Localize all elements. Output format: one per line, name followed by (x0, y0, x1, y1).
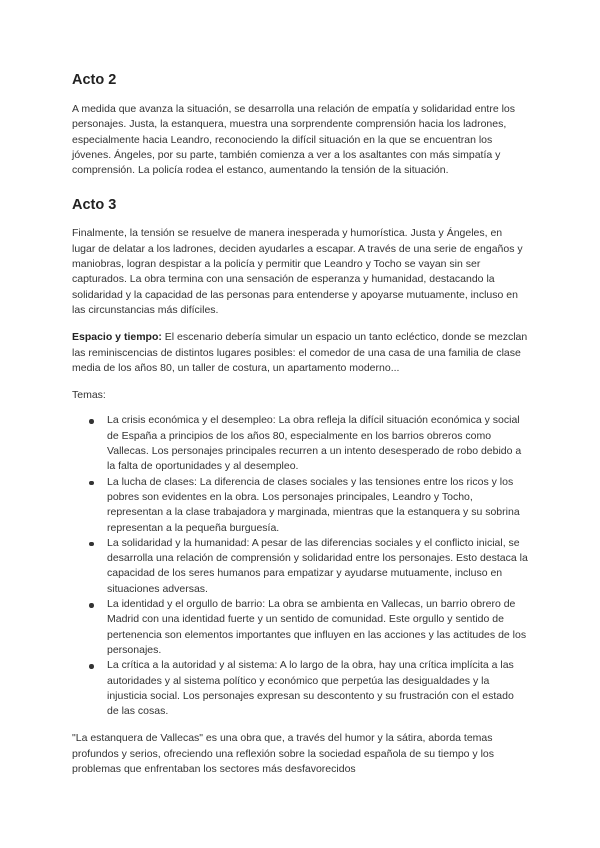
list-item-text: La lucha de clases: La diferencia de clases sociales y las tensiones entre los ricos y los pobres son evidentes en la obra. Los personajes principales, Leandro y Tocho, representan a la clase trabajadora y marginada, mientras que la estanquera y su sobrina representan a la pequeña burguesía. (107, 475, 520, 534)
act2-heading: Acto 2 (72, 72, 117, 88)
espacio-tiempo-text: El escenario debería simular un espacio un tanto ecléctico, donde se mezclan las reminiscencias de distintos lugares posibles: el comedor de una casa de una familia de clase media de los años 80, un taller de costura, un apartamento moderno... (72, 331, 528, 374)
closing-paragraph: "La estanquera de Vallecas" es una obra que, a través del humor y la sátira, aborda temas profundos y serios, ofreciendo una reflexión sobre la sociedad española de su tiempo y los problemas que enfrentaban los sectores más desfavorecidos (72, 732, 495, 775)
bullet-icon (89, 542, 94, 547)
bullet-icon (89, 603, 94, 608)
list-item (72, 475, 528, 536)
list-item-text: La solidaridad y la humanidad: A pesar de las diferencias sociales y el conflicto inicial, se desarrolla una relación de comprensión y solidaridad entre los personajes. Esto destaca la capacidad de los seres humanos para empatizar y ayudarse mutuamente, incluso en situaciones adversas. (107, 536, 528, 595)
temas-label: Temas: (72, 389, 106, 402)
bullet-icon (89, 419, 94, 424)
act3-heading: Acto 3 (72, 197, 117, 214)
list-item-text: La identidad y el orgullo de barrio: La obra se ambienta en Vallecas, un barrio obrero de Madrid con una identidad fuerte y un sentido de comunidad. Este orgullo y sentido de pertenencia son elementos importantes que influyen en las acciones y las actitudes de los personajes. (107, 598, 527, 656)
list-item-text: La crítica a la autoridad y al sistema: A lo largo de la obra, hay una crítica implícita a las autoridades y al sistema político y económico que perpetúa las desigualdades y la injusticia social. Los personajes expresan su descontento y su frustración con el estado de las cosas. (107, 659, 514, 718)
espacio-tiempo-label: Espacio y tiempo: (72, 331, 162, 344)
bullet-icon (89, 481, 94, 486)
list-item-text: La crisis económica y el desempleo: La obra refleja la difícil situación económica y social de España a principios de los años 80, especialmente en los barrios obreros como Vallecas. Los personajes principales recurren a un intento desesperado de robo debido a la falta de oportunidades y al desempleo. (107, 414, 522, 473)
list-item (72, 413, 528, 474)
list-item (72, 536, 528, 597)
list-item (72, 658, 528, 719)
bullet-icon (89, 664, 94, 669)
act3-paragraph: Finalmente, la tensión se resuelve de manera inesperada y humorística. Justa y Ángeles, en lugar de delatar a los ladrones, deciden ayudarles a escapar. A través de una serie de engaños y maniobras, logran despistar a la policía y permitir que Leandro y Tocho se vayan sin ser capturados. La obra termina con una sensación de esperanza y humanidad, destacando la solidaridad y la capacidad de las personas para entenderse y apoyarse mutuamente, incluso en las circunstancias más difíciles. (72, 227, 523, 316)
list-item (72, 597, 528, 658)
document-content (72, 70, 528, 777)
temas-list (72, 413, 528, 719)
act2-paragraph: A medida que avanza la situación, se desarrolla una relación de empatía y solidaridad entre los personajes. Justa, la estanquera, muestra una sorprendente comprensión hacia los ladrones, especialmente hacia Leandro, reconociendo la difícil situación en la que se encuentran los jóvenes. Ángeles, por su parte, también comienza a ver a los asaltantes con más simpatía y comprensión. La policía rodea el estanco, aumentando la tensión de la situación. (72, 103, 516, 177)
espacio-tiempo-paragraph (72, 330, 528, 376)
